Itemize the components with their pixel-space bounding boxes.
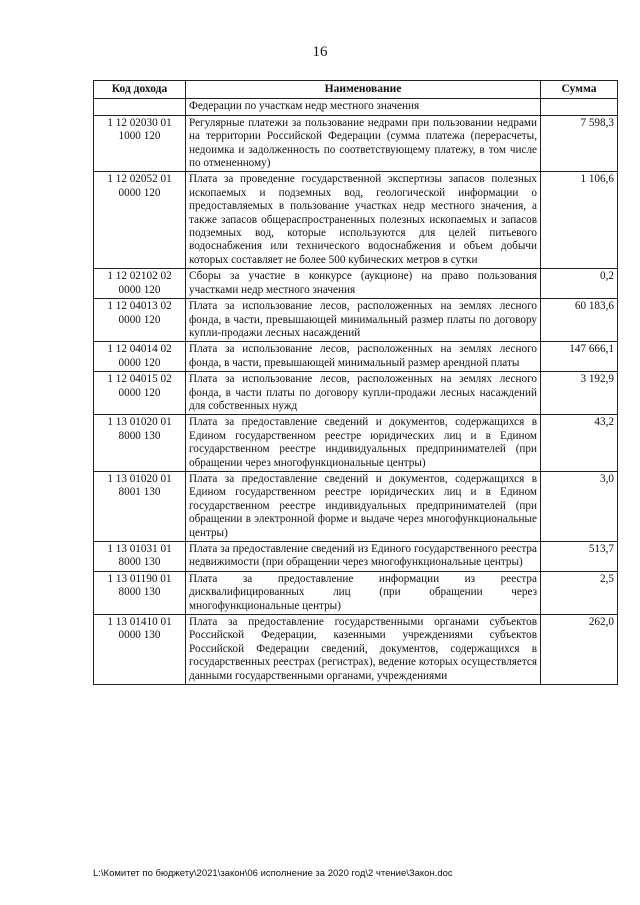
sum-cell: 60 183,6 xyxy=(541,299,618,342)
code-cell: 1 13 01020 01 8000 130 xyxy=(94,415,186,472)
sum-cell: 3,0 xyxy=(541,471,618,541)
table-row xyxy=(94,172,618,269)
name-cell: Плата за предоставление сведений из Единого государственного реестра недвижимости (при обращении через многофункциональные центры) xyxy=(186,542,541,572)
code-cell: 1 12 04015 02 0000 120 xyxy=(94,372,186,415)
name-cell: Регулярные платежи за пользование недрами при пользовании недрами на территории Российской Федерации (сумма платежа (перерасчеты, недоимка и задолженность по соответствующему платежу, в том числе по отмененному) xyxy=(186,115,541,172)
continuation-sum-cell xyxy=(541,99,618,115)
code-cell: 1 12 02102 02 0000 120 xyxy=(94,269,186,299)
table-row xyxy=(94,571,618,614)
sum-cell: 0,2 xyxy=(541,269,618,299)
code-cell: 1 12 02030 01 1000 120 xyxy=(94,115,186,172)
continuation-row xyxy=(94,99,618,115)
table-row xyxy=(94,372,618,415)
table-row xyxy=(94,269,618,299)
name-cell: Плата за проведение государственной экспертизы запасов полезных ископаемых и подземных вод, геологической информации о предоставляемых в пользование участках недр местного значения, а также запасов общераспространенных полезных ископаемых и запасов подземных вод, которые используются для целей питьевого водоснабжения или технического водоснабжения и объем добычи которых составляет не более 500 кубических метров в сутки xyxy=(186,172,541,269)
code-cell: 1 13 01031 01 8000 130 xyxy=(94,542,186,572)
name-cell: Плата за предоставление сведений и документов, содержащихся в Едином государственном реестре юридических лиц и в Едином государственном реестре индивидуальных предпринимателей (при обращении через многофункциональные центры) xyxy=(186,415,541,472)
page-number: 16 xyxy=(312,44,328,60)
sum-cell: 513,7 xyxy=(541,542,618,572)
header-code: Код дохода xyxy=(94,81,186,99)
table-header-row xyxy=(94,81,618,99)
table-row xyxy=(94,342,618,372)
code-cell: 1 13 01190 01 8000 130 xyxy=(94,571,186,614)
sum-cell: 3 192,9 xyxy=(541,372,618,415)
code-cell: 1 12 02052 01 0000 120 xyxy=(94,172,186,269)
revenue-table xyxy=(93,80,618,685)
table-row xyxy=(94,115,618,172)
sum-cell: 43,2 xyxy=(541,415,618,472)
sum-cell: 147 666,1 xyxy=(541,342,618,372)
code-cell: 1 13 01410 01 0000 130 xyxy=(94,615,186,685)
name-cell: Плата за предоставление информации из реестра дисквалифицированных лиц (при обращении через многофункциональные центры) xyxy=(186,571,541,614)
sum-cell: 7 598,3 xyxy=(541,115,618,172)
continuation-text: Федерации по участкам недр местного значения xyxy=(186,99,541,115)
code-cell: 1 13 01020 01 8001 130 xyxy=(94,471,186,541)
table-row xyxy=(94,542,618,572)
name-cell: Плата за использование лесов, расположенных на землях лесного фонда, в части, превышающей минимальный размер платы по договору купли-продажи лесных насаждений xyxy=(186,299,541,342)
table-row xyxy=(94,615,618,685)
table-row xyxy=(94,471,618,541)
name-cell: Плата за использование лесов, расположенных на землях лесного фонда, в части платы по договору купли-продажи лесных насаждений для собственных нужд xyxy=(186,372,541,415)
name-cell: Плата за предоставление сведений и документов, содержащихся в Едином государственном реестре юридических лиц и в Едином государственном реестре индивидуальных предпринимателей (при обращении в электронной форме и выдаче через многофункциональные центры) xyxy=(186,471,541,541)
sum-cell: 2,5 xyxy=(541,571,618,614)
header-name: Наименование xyxy=(186,81,541,99)
table-row xyxy=(94,299,618,342)
name-cell: Плата за предоставление государственными органами субъектов Российской Федерации, казенными учреждениями субъектов Российской Федерации сведений, документов, содержащихся в государственных реестрах (регистрах), ведение которых осуществляется данными государственными органами, учреждениями xyxy=(186,615,541,685)
file-path-footer: L:\Комитет по бюджету\2021\закон\06 исполнение за 2020 год\2 чтение\Закон.doc xyxy=(93,868,453,879)
name-cell: Сборы за участие в конкурсе (аукционе) на право пользования участками недр местного значения xyxy=(186,269,541,299)
sum-cell: 262,0 xyxy=(541,615,618,685)
table-row xyxy=(94,415,618,472)
sum-cell: 1 106,6 xyxy=(541,172,618,269)
header-sum: Сумма xyxy=(541,81,618,99)
continuation-code-cell xyxy=(94,99,186,115)
code-cell: 1 12 04014 02 0000 120 xyxy=(94,342,186,372)
name-cell: Плата за использование лесов, расположенных на землях лесного фонда, в части, превышающей минимальный размер арендной платы xyxy=(186,342,541,372)
code-cell: 1 12 04013 02 0000 120 xyxy=(94,299,186,342)
